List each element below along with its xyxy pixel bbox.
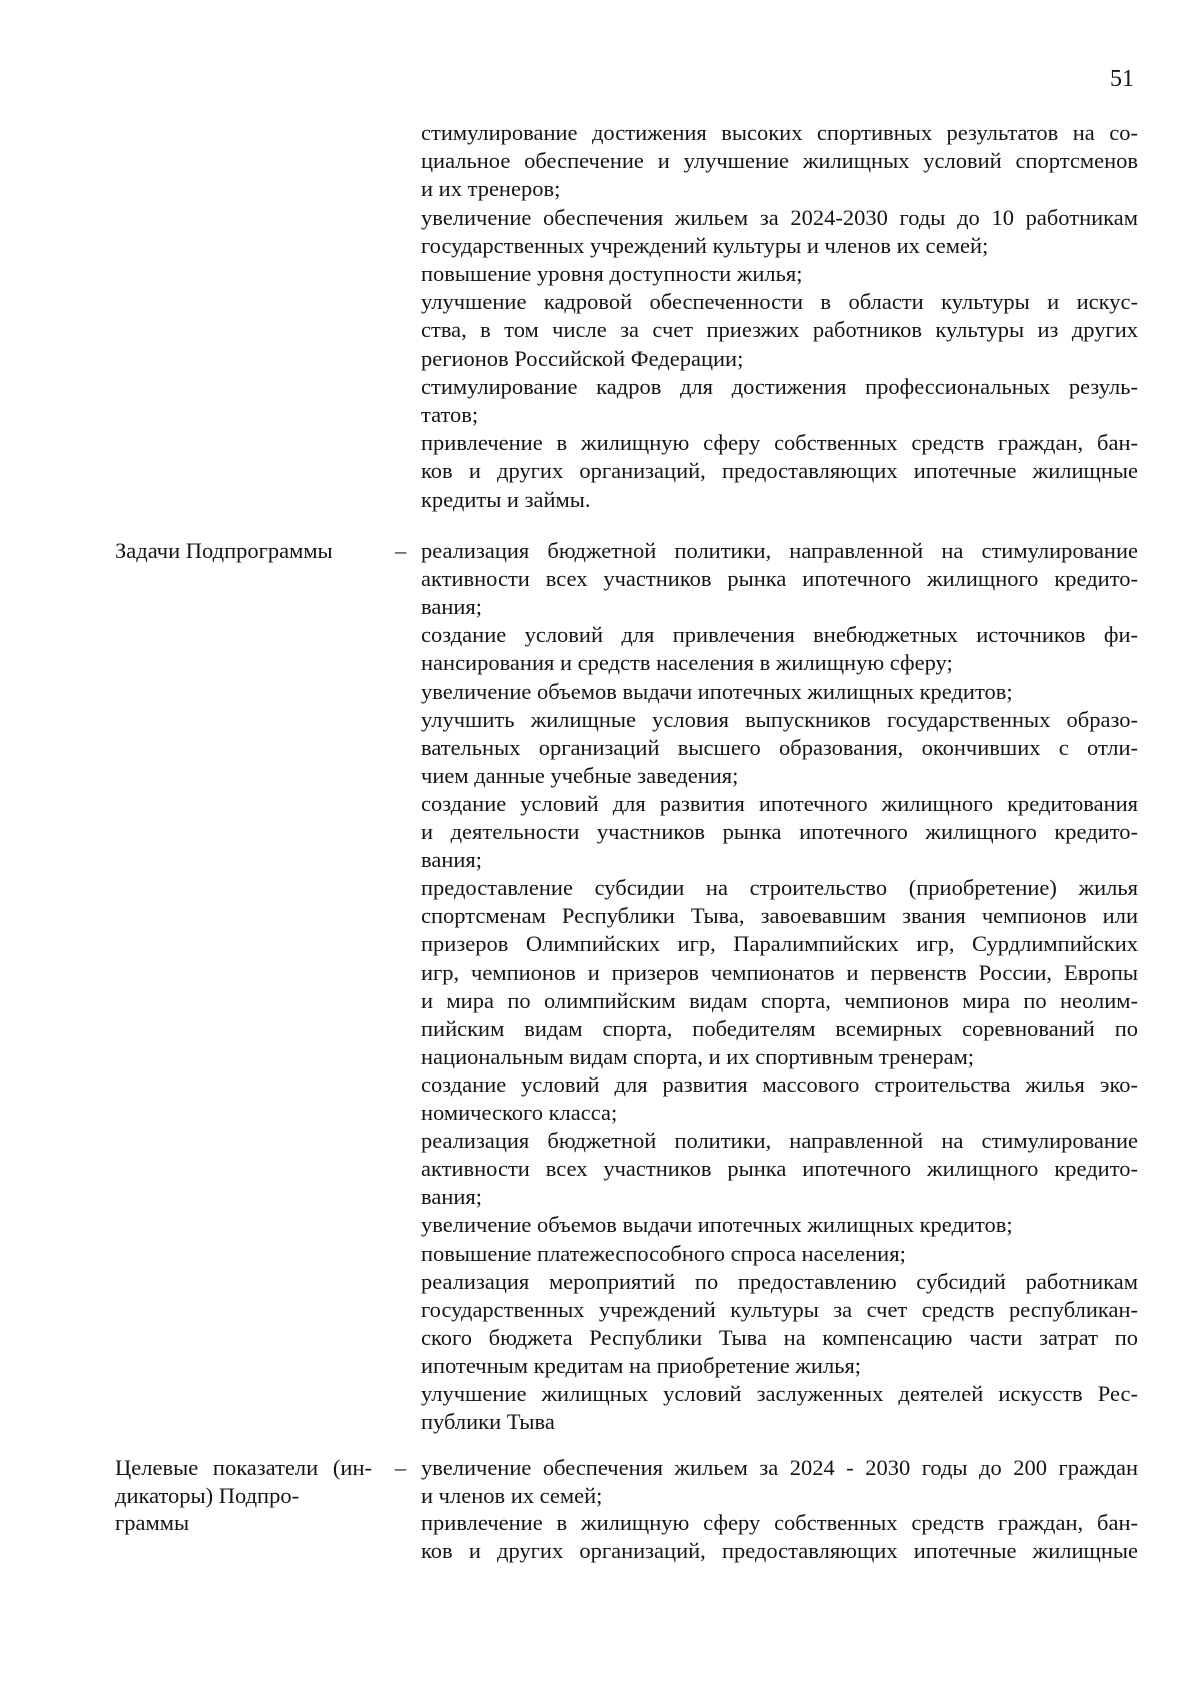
task-line: игр, чемпионов и призеров чемпионатов и первенств России, Европы bbox=[421, 959, 1138, 985]
continuation-line: улучшение кадровой обеспеченности в области культуры и искус- bbox=[421, 289, 1138, 315]
task-line: предоставление субсидии на строительство (приобретение) жилья bbox=[421, 875, 1138, 901]
continuation-line: циальное обеспечение и улучшение жилищных условий спортсменов bbox=[421, 148, 1138, 174]
task-line: вания; bbox=[421, 594, 482, 620]
continuation-line: ства, в том числе за счет приезжих работников культуры из других bbox=[421, 317, 1138, 343]
task-line: вания; bbox=[421, 1184, 482, 1210]
continuation-line: регионов Российской Федерации; bbox=[421, 345, 744, 371]
tasks-label: Задачи Подпрограммы bbox=[115, 538, 333, 563]
indicators-label-line: дикаторы) Подпро- bbox=[115, 1482, 300, 1508]
task-line: реализация бюджетной политики, направленной на стимулирование bbox=[421, 1128, 1138, 1154]
task-line: активности всех участников рынка ипотечного жилищного кредито- bbox=[421, 1156, 1138, 1182]
indicator-line: и членов их семей; bbox=[421, 1482, 603, 1508]
indicator-line: привлечение в жилищную сферу собственных средств граждан, бан- bbox=[421, 1510, 1138, 1535]
task-line: улучшить жилищные условия выпускников государственных образо- bbox=[421, 706, 1138, 732]
indicators-label-line: граммы bbox=[115, 1510, 190, 1535]
task-line: спортсменам Республики Тыва, завоевавшим звания чемпионов или bbox=[421, 903, 1138, 929]
tasks-dash: – bbox=[395, 538, 407, 563]
continuation-line: государственных учреждений культуры и членов их семей; bbox=[421, 232, 989, 258]
task-line: ского бюджета Республики Тыва на компенсацию части затрат по bbox=[421, 1324, 1138, 1350]
task-line: увеличение объемов выдачи ипотечных жилищных кредитов; bbox=[421, 1212, 1013, 1238]
task-line: и мира по олимпийским видам спорта, чемпионов мира по неолим- bbox=[421, 987, 1138, 1013]
task-line: активности всех участников рынка ипотечного жилищного кредито- bbox=[421, 566, 1138, 592]
continuation-line: увеличение обеспечения жильем за 2024-2030 годы до 10 работникам bbox=[421, 204, 1138, 230]
task-line: улучшение жилищных условий заслуженных деятелей искусств Рес- bbox=[421, 1381, 1138, 1406]
continuation-line: ков и других организаций, предоставляющих ипотечные жилищные bbox=[421, 458, 1138, 484]
continuation-line: повышение уровня доступности жилья; bbox=[421, 261, 803, 286]
task-line: номического класса; bbox=[421, 1100, 618, 1125]
task-line: государственных учреждений культуры за счет средств республикан- bbox=[421, 1296, 1138, 1322]
indicator-line: увеличение обеспечения жильем за 2024 - 2030 годы до 200 граждан bbox=[421, 1455, 1138, 1480]
continuation-line: татов; bbox=[421, 402, 479, 427]
indicators-dash: – bbox=[395, 1455, 407, 1480]
task-line: и деятельности участников рынка ипотечного жилищного кредито- bbox=[421, 819, 1138, 844]
task-line: призеров Олимпийских игр, Паралимпийских игр, Сурдлимпийских bbox=[421, 931, 1138, 957]
task-line: чием данные учебные заведения; bbox=[421, 762, 739, 788]
task-line: реализация бюджетной политики, направленной на стимулирование bbox=[421, 538, 1138, 563]
task-line: ипотечным кредитам на приобретение жилья; bbox=[421, 1352, 862, 1378]
task-line: создание условий для развития ипотечного жилищного кредитования bbox=[421, 790, 1138, 816]
task-line: создание условий для привлечения внебюджетных источников фи- bbox=[421, 622, 1138, 648]
indicator-line: ков и других организаций, предоставляющих ипотечные жилищные bbox=[421, 1537, 1138, 1563]
task-line: увеличение объемов выдачи ипотечных жилищных кредитов; bbox=[421, 678, 1013, 704]
continuation-line: кредиты и займы. bbox=[421, 486, 591, 512]
task-line: публики Тыва bbox=[421, 1409, 555, 1435]
task-line: вания; bbox=[421, 847, 482, 873]
task-line: реализация мероприятий по предоставлению субсидий работникам bbox=[421, 1268, 1138, 1294]
page-number: 51 bbox=[1110, 66, 1134, 92]
continuation-line: стимулирование кадров для достижения профессиональных резуль- bbox=[421, 373, 1138, 399]
continuation-line: стимулирование достижения высоких спортивных результатов на со- bbox=[421, 120, 1138, 145]
continuation-line: и их тренеров; bbox=[421, 176, 561, 202]
task-line: создание условий для развития массового строительства жилья эко- bbox=[421, 1071, 1138, 1097]
task-line: национальным видам спорта, и их спортивным тренерам; bbox=[421, 1043, 975, 1069]
task-line: пийским видам спорта, победителям всемирных соревнований по bbox=[421, 1015, 1138, 1041]
continuation-line: привлечение в жилищную сферу собственных средств граждан, бан- bbox=[421, 430, 1138, 456]
task-line: вательных организаций высшего образования, окончивших с отли- bbox=[421, 734, 1138, 760]
task-line: повышение платежеспособного спроса населения; bbox=[421, 1240, 906, 1266]
task-line: нансирования и средств населения в жилищную сферу; bbox=[421, 650, 953, 676]
indicators-label-line: Целевые показатели (ин- bbox=[115, 1455, 372, 1480]
